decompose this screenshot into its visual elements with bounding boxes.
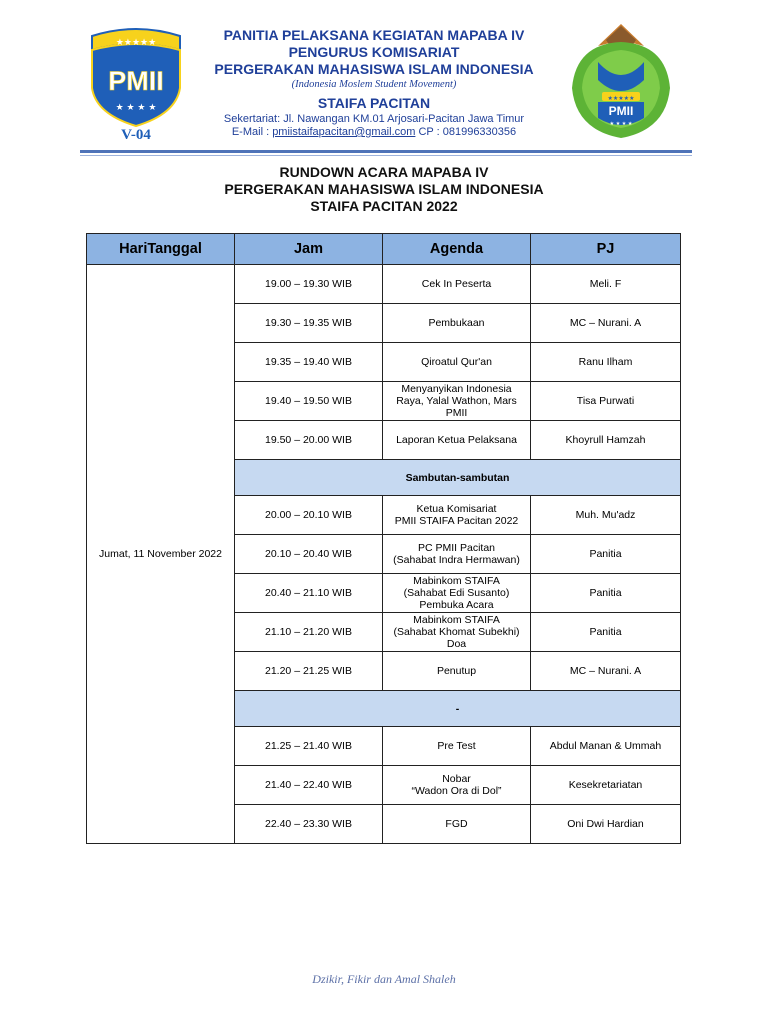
agenda-cell	[383, 496, 531, 535]
agenda-line: PMII STAIFA Pacitan 2022	[394, 515, 519, 527]
svg-text:★ ★ ★ ★: ★ ★ ★ ★	[609, 121, 633, 127]
title-line-2: PERGERAKAN MAHASISWA ISLAM INDONESIA	[224, 181, 544, 197]
day-date-cell: Jumat, 11 November 2022	[87, 265, 235, 844]
agenda-line: Pembukaan	[428, 317, 485, 329]
agenda-cell	[383, 574, 531, 613]
contact-line	[190, 126, 558, 139]
letterhead-rule	[80, 150, 692, 153]
document-title	[84, 164, 684, 215]
agenda-line: Menyanyikan Indonesia	[401, 383, 512, 395]
time-cell: 21.10 – 21.20 WIB	[235, 613, 383, 652]
pj-cell: Muh. Mu'adz	[531, 496, 681, 535]
title-line-1: RUNDOWN ACARA MAPABA IV	[279, 164, 489, 180]
board-name: PENGURUS KOMISARIAT	[288, 44, 460, 60]
agenda-line: Mabinkom STAIFA	[413, 575, 500, 587]
time-cell: 20.10 – 20.40 WIB	[235, 535, 383, 574]
pj-cell: Panitia	[531, 613, 681, 652]
time-cell: 20.40 – 21.10 WIB	[235, 574, 383, 613]
logo-right-text: PMII	[608, 104, 634, 118]
agenda-cell	[383, 382, 531, 421]
committee-name: PANITIA PELAKSANA KEGIATAN MAPABA IV	[223, 27, 525, 43]
agenda-line: Raya, Yalal Wathon, Mars	[396, 395, 517, 407]
agenda-cell	[383, 766, 531, 805]
agenda-line: Laporan Ketua Pelaksana	[396, 434, 517, 446]
agenda-line: FGD	[445, 818, 468, 830]
logo-left-text: PMII	[108, 66, 164, 96]
pj-cell: Oni Dwi Hardian	[531, 805, 681, 844]
time-cell: 21.20 – 21.25 WIB	[235, 652, 383, 691]
time-cell: 19.30 – 19.35 WIB	[235, 304, 383, 343]
agenda-line: PC PMII Pacitan	[417, 542, 496, 554]
letterhead	[190, 27, 558, 139]
pj-cell: MC – Nurani. A	[531, 652, 681, 691]
agenda-line: PMII	[445, 407, 468, 419]
footer-motto: Dzikir, Fikir dan Amal Shaleh	[312, 972, 456, 986]
agenda-cell	[383, 304, 531, 343]
organization-name: PERGERAKAN MAHASISWA ISLAM INDONESIA	[214, 61, 534, 77]
pj-cell: Tisa Purwati	[531, 382, 681, 421]
section-label: Sambutan-sambutan	[235, 460, 681, 496]
komisariat-emblem-logo	[562, 18, 680, 142]
agenda-line: (Sahabat Indra Hermawan)	[393, 554, 520, 566]
agenda-line: Mabinkom STAIFA	[413, 614, 500, 626]
email-link[interactable]: pmiistaifapacitan@gmail.com	[272, 126, 416, 138]
agenda-line: (Sahabat Khomat Subekhi)	[393, 626, 520, 638]
agenda-cell	[383, 343, 531, 382]
pj-cell: MC – Nurani. A	[531, 304, 681, 343]
table-header-row	[87, 234, 681, 265]
agenda-cell	[383, 727, 531, 766]
time-cell: 22.40 – 23.30 WIB	[235, 805, 383, 844]
agenda-line: Pre Test	[437, 740, 476, 752]
secretariat-address: Sekertariat: Jl. Nawangan KM.01 Arjosari-Pacitan Jawa Timur	[223, 113, 525, 125]
agenda-cell	[383, 421, 531, 460]
pj-cell: Kesekretariatan	[531, 766, 681, 805]
pj-cell: Panitia	[531, 535, 681, 574]
header-time: Jam	[235, 234, 383, 265]
agenda-cell	[383, 535, 531, 574]
agenda-cell	[383, 652, 531, 691]
pj-cell: Panitia	[531, 574, 681, 613]
agenda-cell	[383, 613, 531, 652]
email-label: E-Mail :	[231, 126, 273, 138]
agenda-line: “Wadon Ora di Dol”	[411, 785, 502, 797]
phone-contact: CP : 081996330356	[415, 126, 517, 138]
pj-cell: Meli. F	[531, 265, 681, 304]
pj-cell: Abdul Manan & Ummah	[531, 727, 681, 766]
agenda-line: (Sahabat Edi Susanto)	[403, 587, 510, 599]
agenda-cell	[383, 265, 531, 304]
rundown-table	[86, 233, 681, 844]
time-cell: 19.50 – 20.00 WIB	[235, 421, 383, 460]
svg-text:★ ★ ★ ★: ★ ★ ★ ★	[115, 103, 157, 113]
table-body	[87, 265, 681, 844]
header-pj: PJ	[531, 234, 681, 265]
pj-cell: Khoyrull Hamzah	[531, 421, 681, 460]
agenda-line: Pembuka Acara	[419, 599, 494, 611]
organization-tagline: (Indonesia Moslem Student Movement)	[291, 79, 457, 90]
pmii-shield-logo	[86, 22, 186, 144]
logo-left-code: V-04	[121, 127, 151, 143]
agenda-line: Doa	[446, 638, 467, 650]
agenda-line: Qiroatul Qur'an	[421, 356, 492, 368]
campus-name: STAIFA PACITAN	[317, 95, 431, 111]
header-agenda: Agenda	[383, 234, 531, 265]
time-cell: 21.25 – 21.40 WIB	[235, 727, 383, 766]
letterhead-rule-thin	[80, 155, 692, 156]
agenda-line: Cek In Peserta	[421, 278, 492, 290]
agenda-line: Penutup	[436, 665, 477, 677]
time-cell: 19.35 – 19.40 WIB	[235, 343, 383, 382]
time-cell: 19.00 – 19.30 WIB	[235, 265, 383, 304]
table-row	[87, 265, 681, 304]
svg-text:★★★★★: ★★★★★	[607, 95, 635, 102]
agenda-line: Ketua Komisariat	[416, 503, 497, 515]
header-day-date: HariTanggal	[87, 234, 235, 265]
agenda-cell	[383, 805, 531, 844]
title-line-3: STAIFA PACITAN 2022	[310, 198, 458, 214]
section-label: -	[235, 691, 681, 727]
agenda-line: Nobar	[442, 773, 471, 785]
pj-cell: Ranu Ilham	[531, 343, 681, 382]
time-cell: 21.40 – 22.40 WIB	[235, 766, 383, 805]
svg-text:★★★★★: ★★★★★	[115, 38, 157, 48]
time-cell: 19.40 – 19.50 WIB	[235, 382, 383, 421]
time-cell: 20.00 – 20.10 WIB	[235, 496, 383, 535]
